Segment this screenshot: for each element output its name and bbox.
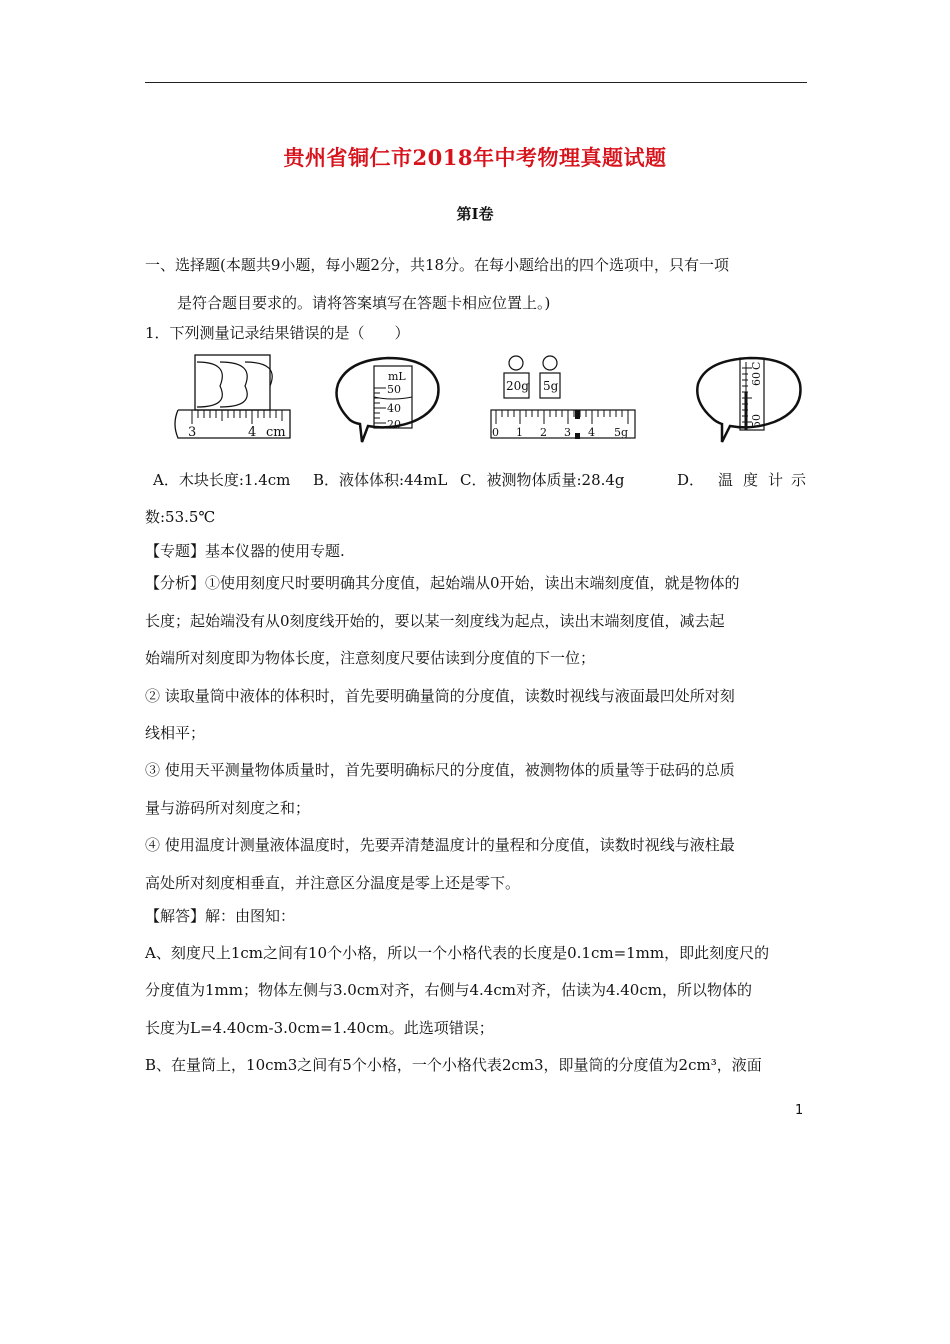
answer-b-line-1: B、在量筒上，10cm3之间有5个小格，一个小格代表2cm3，即量筒的分度值为2cm³，液面	[145, 1056, 762, 1074]
balance-ticks	[496, 410, 628, 424]
answer-a-line-3: 长度为L=4.40cm-3.0cm=1.40cm。此选项错误；	[145, 1019, 494, 1037]
page-title: 贵州省铜仁市2018年中考物理真题试题	[283, 145, 667, 170]
cylinder-mark-50: 50	[387, 383, 401, 396]
option-d-label: D．	[677, 471, 705, 489]
cylinder-figure	[330, 352, 445, 447]
scale-5g: 5g	[614, 426, 629, 439]
ruler-unit: cm	[266, 425, 286, 440]
analysis-line-2: 长度；起始端没有从0刻度线开始的，要以某一刻度线为起点，读出末端刻度值，减去起	[145, 612, 725, 630]
cylinder-mark-40: 40	[387, 402, 401, 415]
ruler-figure	[170, 352, 295, 442]
cylinder-unit: mL	[388, 370, 406, 383]
answer-a-line-1: A、刻度尺上1cm之间有10个小格，所以一个小格代表的长度是0.1cm=1mm，即此刻度尺的	[145, 944, 770, 962]
analysis-line-5: 线相平；	[145, 724, 206, 742]
scale-4: 4	[588, 426, 595, 439]
option-d-char3: 计	[768, 471, 784, 489]
analysis-line-1: 【分析】①使用刻度尺时要明确其分度值，起始端从0开始，读出末端刻度值，就是物体的	[145, 574, 740, 592]
topic-line: 【专题】基本仪器的使用专题.	[145, 542, 345, 560]
section-heading: 一、选择题(本题共9小题，每小题2分，共18分。在每小题给出的四个选项中，只有一项	[145, 256, 730, 274]
cylinder-mark-20: 20	[387, 418, 401, 431]
analysis-line-6: ③ 使用天平测量物体质量时，首先要明确标尺的分度值，被测物体的质量等于砝码的总质	[145, 761, 735, 779]
page-number: 1	[795, 1103, 804, 1118]
scale-3: 3	[564, 426, 571, 439]
question-figures	[170, 352, 810, 452]
thermo-mark-60: 60	[750, 372, 763, 386]
ruler-label-4: 4	[248, 425, 257, 440]
analysis-line-8: ④ 使用温度计测量液体温度时，先要弄清楚温度计的量程和分度值，读数时视线与液柱最	[145, 836, 735, 854]
ruler-ticks	[192, 410, 282, 424]
analysis-line-9: 高处所对刻度相垂直，并注意区分温度是零上还是零下。	[145, 874, 521, 892]
cylinder-ticks	[374, 388, 386, 423]
analysis-line-3: 始端所对刻度即为物体长度，注意刻度尺要估读到分度值的下一位；	[145, 649, 596, 667]
answer-line: 【解答】解：由图知：	[145, 907, 296, 925]
section-heading-cont: 是符合题目要求的。请将答案填写在答题卡相应位置上。)	[177, 294, 551, 312]
option-d-continued: 数:53.5℃	[145, 508, 216, 526]
rider-top	[575, 410, 580, 419]
balance-figure	[488, 352, 640, 444]
question-stem: 1．下列测量记录结果错误的是（ ）	[145, 324, 410, 342]
ruler-label-3: 3	[188, 425, 197, 440]
scale-0: 0	[492, 426, 499, 439]
analysis-line-4: ② 读取量筒中液体的体积时，首先要明确量筒的分度值，读数时视线与液面最凹处所对刻	[145, 687, 735, 705]
thermo-mark-50: 50	[750, 414, 763, 428]
option-d-char4: 示	[791, 471, 807, 489]
thermometer-figure	[690, 352, 810, 447]
option-d-char2: 度	[743, 471, 759, 489]
weight-5g: 5g	[543, 379, 559, 393]
scale-2: 2	[540, 426, 547, 439]
option-b: B．液体体积:44mL	[313, 471, 448, 489]
option-c: C．被测物体质量:28.4g	[460, 471, 625, 489]
header-rule	[145, 82, 807, 83]
scale-1: 1	[516, 426, 523, 439]
answer-a-line-2: 分度值为1mm；物体左侧与3.0cm对齐，右侧与4.4cm对齐，估读为4.40cm，所以物体的	[145, 981, 752, 999]
volume-heading: 第I卷	[456, 205, 494, 223]
analysis-line-7: 量与游码所对刻度之和；	[145, 799, 311, 817]
weight-20g: 20g	[506, 379, 529, 393]
rider-bottom	[575, 433, 580, 439]
thermo-unit: C	[750, 361, 763, 370]
option-d-char1: 温	[718, 471, 734, 489]
option-a: A．木块长度:1.4cm	[153, 471, 291, 489]
